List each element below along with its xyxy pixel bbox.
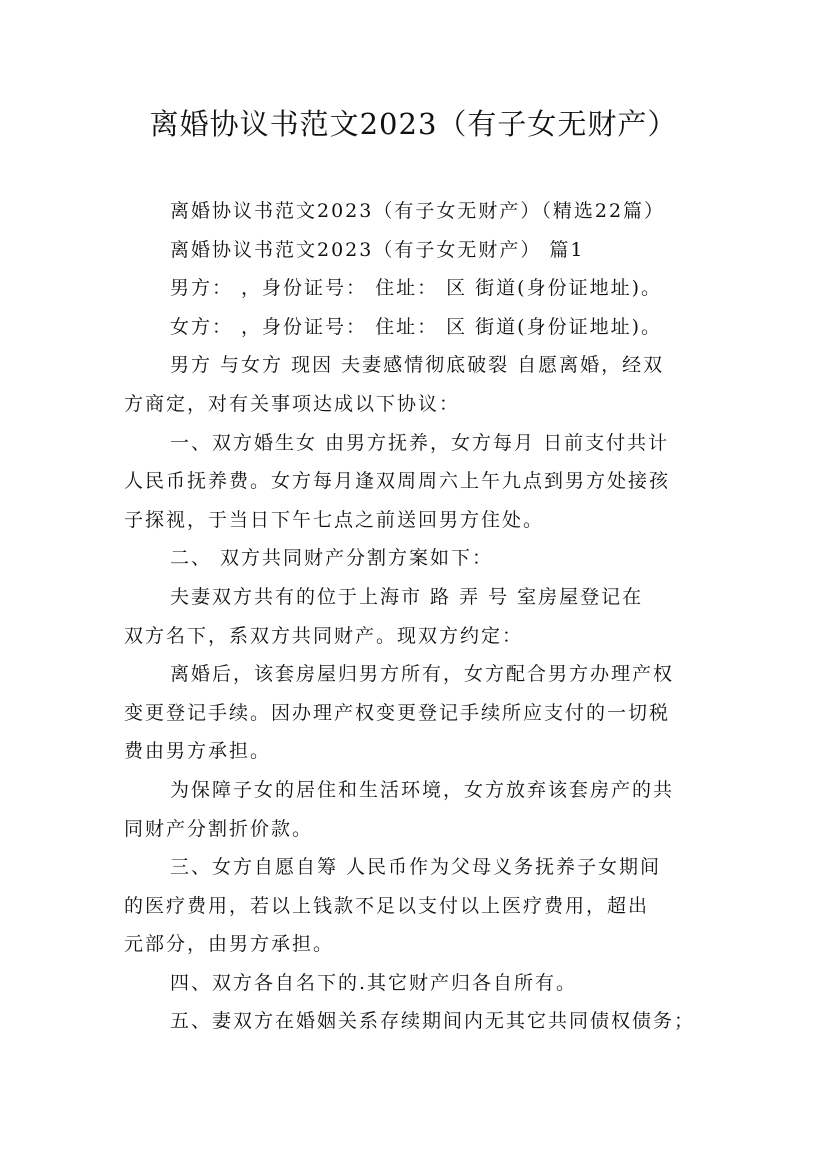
text-line: 的医疗费用，若以上钱款不足以支付以上医疗费用，超出 bbox=[124, 894, 650, 917]
document-body bbox=[124, 192, 704, 1041]
text-line: 二、 双方共同财产分割方案如下： bbox=[170, 547, 494, 570]
document-title: 离婚协议书范文2023（有子女无财产） bbox=[149, 107, 678, 141]
text-line: 五、妻双方在婚姻关系存续期间内无其它共同债权债务； bbox=[170, 1010, 696, 1033]
text-line: 男方 与女方 现因 夫妻感情彻底破裂 自愿离婚，经双 bbox=[170, 354, 665, 377]
text-line: 夫妻双方共有的位于上海市 路 弄 号 室房屋登记在 bbox=[170, 585, 644, 608]
text-line: 费由男方承担。 bbox=[124, 740, 272, 763]
text-line: 同财产分割折价款。 bbox=[124, 817, 314, 840]
text-line: 离婚后，该套房屋归男方所有，女方配合男方办理产权 bbox=[170, 663, 675, 686]
text-line: 双方名下，系双方共同财产。现双方约定： bbox=[124, 624, 524, 647]
text-line: 子探视，于当日下午七点之前送回男方住处。 bbox=[124, 508, 545, 531]
text-line: 人民币抚养费。女方每月逢双周周六上午九点到男方处接孩 bbox=[124, 470, 671, 493]
text-line: 离婚协议书范文2023（有子女无财产）（精选22篇） bbox=[170, 200, 666, 222]
text-line: 元部分，由男方承担。 bbox=[124, 933, 335, 956]
text-line: 离婚协议书范文2023（有子女无财产） 篇1 bbox=[170, 238, 585, 261]
text-line: 四、双方各自名下的.其它财产归各自所有。 bbox=[170, 971, 578, 994]
text-line: 三、女方自愿自筹 人民币作为父母义务抚养子女期间 bbox=[170, 856, 662, 879]
text-line: 女方： ，身份证号： 住址： 区 街道(身份证地址)。 bbox=[170, 315, 662, 338]
text-line: 为保障子女的居住和生活环境，女方放弃该套房产的共 bbox=[170, 778, 675, 801]
text-line: 男方： ，身份证号： 住址： 区 街道(身份证地址)。 bbox=[170, 277, 662, 300]
text-line: 变更登记手续。因办理产权变更登记手续所应支付的一切税 bbox=[124, 701, 671, 724]
text-line: 一、双方婚生女 由男方抚养，女方每月 日前支付共计 bbox=[170, 431, 670, 454]
text-line: 方商定，对有关事项达成以下协议： bbox=[124, 392, 461, 415]
